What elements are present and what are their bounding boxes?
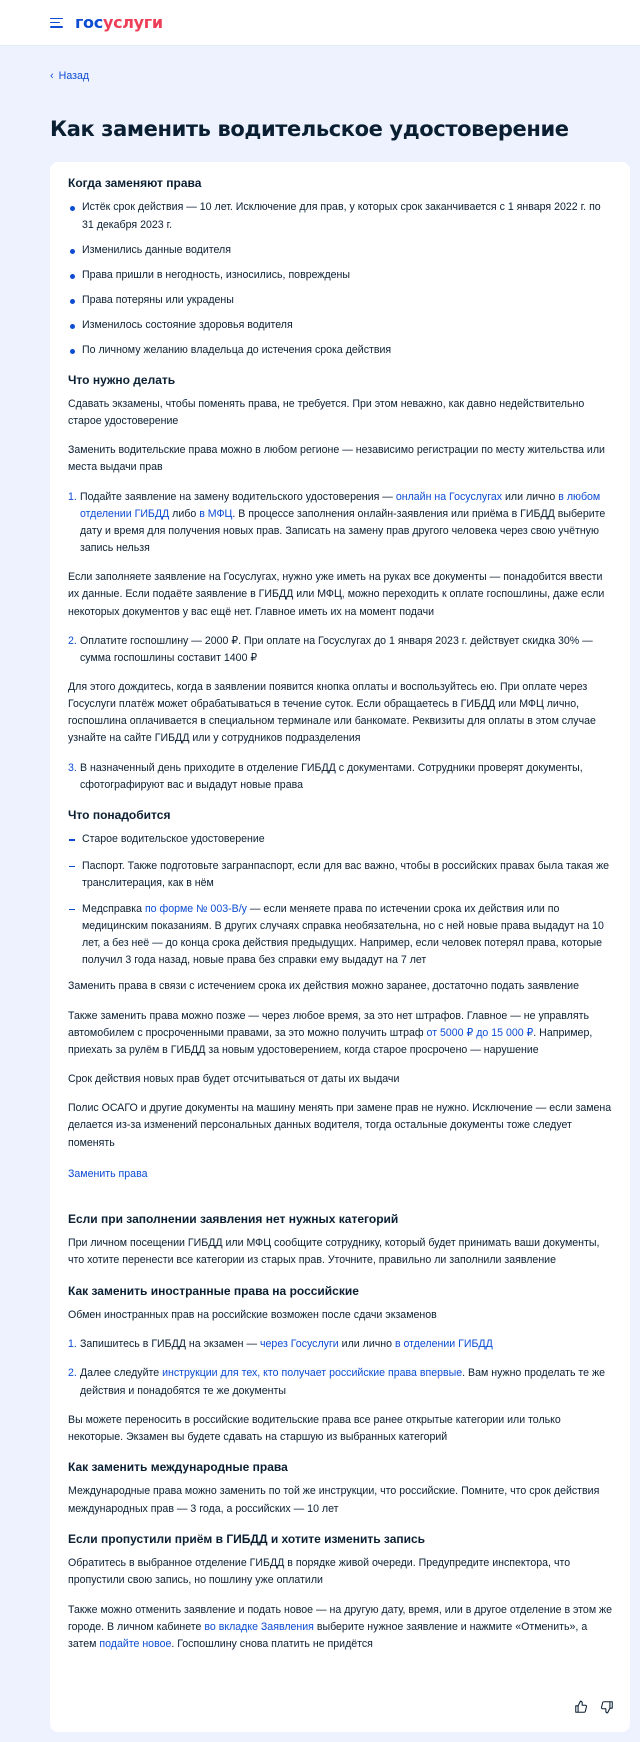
step-number: 1.	[68, 1338, 77, 1351]
section-foreign	[68, 1282, 614, 1446]
page-title: Как заменить водительское удостоверение	[50, 117, 569, 141]
step-number: 3.	[68, 761, 77, 774]
mfc-link[interactable]: в МФЦ	[199, 507, 233, 520]
paragraph	[68, 1008, 614, 1059]
paragraph: Сдавать экзамены, чтобы поменять права, не требуется. При этом неважно, как давно недействительно старое удостоверение	[68, 397, 585, 428]
back-label: Назад	[58, 70, 90, 83]
paragraph: При личном посещении ГИБДД или МФЦ сообщите сотруднику, который будет принимать ваши документы, что хотите перенести все категории из старых прав. Уточните, правильно ли заполнили заявление	[68, 1237, 600, 1267]
paragraph: Заменить водительские права можно в любом регионе — независимо регистрации по месту жительства или места выдачи прав	[68, 444, 605, 474]
paragraph-text: . Госпошлину снова платить не придётся	[171, 1637, 373, 1650]
menu-icon[interactable]	[50, 18, 63, 28]
list-item	[68, 901, 614, 970]
paragraph: Срок действия новых прав будет отсчитываться от даты их выдачи	[68, 1073, 400, 1086]
applications-tab-link[interactable]: во вкладке Заявления	[204, 1620, 314, 1633]
step-item	[68, 489, 614, 558]
documents-list	[68, 831, 614, 969]
list-item: Старое водительское удостоверение	[68, 831, 614, 848]
logo-part-gos: гос	[75, 12, 103, 32]
step-text: или лично	[502, 490, 559, 503]
header	[0, 0, 640, 46]
any-gibdd-link[interactable]: в любом отделении ГИБДД	[80, 490, 601, 520]
section-categories	[68, 1210, 614, 1270]
section-title: Если при заполнении заявления нет нужных категорий	[68, 1211, 399, 1226]
paragraph-text: . Например, приехать за рулём в ГИБДД за новым удостоверением, когда старое просрочено — нарушение	[68, 1026, 593, 1056]
paragraph: Заменить права в связи с истечением срока их действия можно заранее, достаточно подать заявление	[68, 980, 579, 993]
thumb-up-icon[interactable]	[574, 1700, 588, 1714]
step-item	[68, 1336, 614, 1353]
online-gosuslugi-link[interactable]: онлайн на Госуслугах	[395, 490, 503, 503]
step-text: либо	[169, 507, 200, 520]
steps-list	[68, 760, 614, 794]
paragraph: Для этого дождитесь, когда в заявлении появится кнопка оплаты и воспользуйтесь ею. При оплате через Госуслуги платёж может обрабатываться в течение суток. Если обращаетесь в ГИБДД или МФЦ лично, госпошлина оплачивается в специальном терминале или банкомате. Реквизиты для оплаты в этом случае узнайте на сайте ГИБДД или у сотрудников подразделения	[68, 681, 596, 745]
paragraph: Международные права можно заменить по той же инструкции, что российские. Помните, что срок действия международных прав — 3 года, а российских — 10 лет	[68, 1485, 600, 1515]
list-item: Паспорт. Также подготовьте загранпаспорт, если для вас важно, чтобы в российских правах была такая же транслитерация, как в нём	[68, 858, 614, 892]
step-item	[68, 1365, 614, 1399]
paragraph: Вы можете переносить в российские водительские права все ранее открытые категории или только некоторые. Экзамен вы будете сдавать на старшую из выбранных категорий	[68, 1413, 561, 1443]
replace-license-link[interactable]: Заменить права	[68, 1167, 148, 1180]
page-body	[0, 46, 640, 1742]
paragraph	[68, 1602, 614, 1653]
reasons-list	[68, 199, 614, 359]
section-title: Как заменить иностранные права на российские	[68, 1283, 359, 1298]
paragraph: Обмен иностранных прав на российские возможен после сдачи экзаменов	[68, 1309, 437, 1322]
item-text: Медсправка	[82, 902, 145, 915]
list-item: Изменилось состояние здоровья водителя	[68, 317, 614, 334]
feedback	[574, 1700, 614, 1714]
exam-gosuslugi-link[interactable]: через Госуслуги	[260, 1338, 339, 1351]
paragraph: Обратитесь в выбранное отделение ГИБДД в порядке живой очереди. Предупредите инспектора, что пропустили свою запись, но пошлину уже оплатили	[68, 1557, 571, 1587]
list-item: Права пришли в негодность, износились, повреждены	[68, 267, 614, 284]
paragraph: Полис ОСАГО и другие документы на машину менять при замене прав не нужно. Исключение — если замена делается из-за изменений персональных данных водителя, тогда остальные документы тоже следует поменять	[68, 1102, 612, 1149]
chevron-left-icon: ‹	[50, 70, 54, 82]
thumb-down-icon[interactable]	[600, 1700, 614, 1714]
section-todo	[68, 371, 614, 794]
section-title: Что понадобится	[68, 807, 171, 822]
section-title: Что нужно делать	[68, 372, 176, 387]
first-license-instructions-link[interactable]: инструкции для тех, кто получает российские права впервые	[162, 1367, 463, 1380]
back-link[interactable]	[50, 68, 89, 86]
section-needed	[68, 806, 614, 1199]
section-title: Если пропустили приём в ГИБДД и хотите изменить запись	[68, 1531, 426, 1546]
step-text: Оплатите госпошлину — 2000 ₽. При оплате на Госуслугах до 1 января 2023 г. действует скидка 30% — сумма госпошлины составит 1400 ₽	[80, 634, 593, 664]
paragraph-text: Также заменить права можно позже — через любое время, за это нет штрафов. Главное — не управлять автомобилем с просроченными правами, за это можно получить штраф	[68, 1009, 589, 1039]
steps-list	[68, 1336, 614, 1399]
form-003-link[interactable]: по форме № 003-В/у	[144, 902, 247, 915]
section-title: Как заменить международные права	[68, 1460, 288, 1474]
paragraph-text: выберите нужное заявление и нажмите «Отменить», а затем	[68, 1620, 588, 1650]
section-international	[68, 1458, 614, 1518]
section-title: Когда заменяют права	[68, 176, 202, 190]
fine-link[interactable]: от 5000 ₽ до 15 000 ₽	[426, 1026, 534, 1039]
steps-list	[68, 633, 614, 667]
gibdd-office-link[interactable]: в отделении ГИБДД	[394, 1338, 493, 1351]
step-item	[68, 760, 614, 794]
steps-list	[68, 489, 614, 558]
step-text: Далее следуйте	[80, 1367, 163, 1380]
list-item: Права потеряны или украдены	[68, 292, 614, 309]
list-item: По личному желанию владельца до истечения срока действия	[68, 342, 614, 359]
list-item: Истёк срок действия — 10 лет. Исключение для прав, у которых срок заканчивается с 1 января 2022 г. по 31 декабря 2023 г.	[68, 199, 614, 233]
step-item	[68, 633, 614, 667]
step-number: 2.	[68, 634, 77, 647]
step-number: 1.	[68, 490, 77, 503]
step-text: или лично	[338, 1338, 395, 1351]
paragraph-text: Также можно отменить заявление и подать новое — на другую дату, время, или в другое отделение в этом же городе. В личном кабинете	[68, 1603, 613, 1633]
section-when	[68, 174, 614, 360]
step-text: . В процессе заполнения онлайн-заявления или приёма в ГИБДД выберите дату и время для получения новых прав. Записать на замену прав другого человека через свою учётную запись нельзя	[80, 507, 606, 555]
step-text: . Вам нужно проделать те же действия и понадобятся те же документы	[80, 1367, 605, 1397]
step-text: Подайте заявление на замену водительского удостоверения —	[80, 490, 396, 503]
step-text: Запишитесь в ГИБДД на экзамен —	[80, 1338, 261, 1351]
section-missed	[68, 1530, 614, 1653]
logo-part-uslugi: услуги	[102, 12, 163, 32]
content-card	[50, 162, 630, 1732]
item-text: — если меняете права по истечении срока их действия или по медицинским показаниям. В других случаях справка необязательна, но с ней новые права выдадут на 10 лет, а без неё — до конца срока действия предыдущих. Например, если человек потерял права, которые получил 3 года назад, новые права без справки ему выдадут на 7 лет	[82, 902, 604, 967]
list-item: Изменились данные водителя	[68, 242, 614, 259]
step-number: 2.	[68, 1367, 77, 1380]
paragraph: Если заполняете заявление на Госуслугах, нужно уже иметь на руках все документы — понадобится ввести их данные. Если подаёте заявление в ГИБДД или МФЦ, можно переходить к оплате госпошлины, даже если некоторых документов у вас ещё нет. Главное иметь их на момент подачи	[68, 571, 605, 618]
step-text: В назначенный день приходите в отделение ГИБДД с документами. Сотрудники проверят документы, сфотографируют вас и выдадут новые права	[80, 761, 583, 791]
submit-new-link[interactable]: подайте новое	[99, 1637, 172, 1650]
gosuslugi-logo[interactable]	[75, 10, 163, 36]
